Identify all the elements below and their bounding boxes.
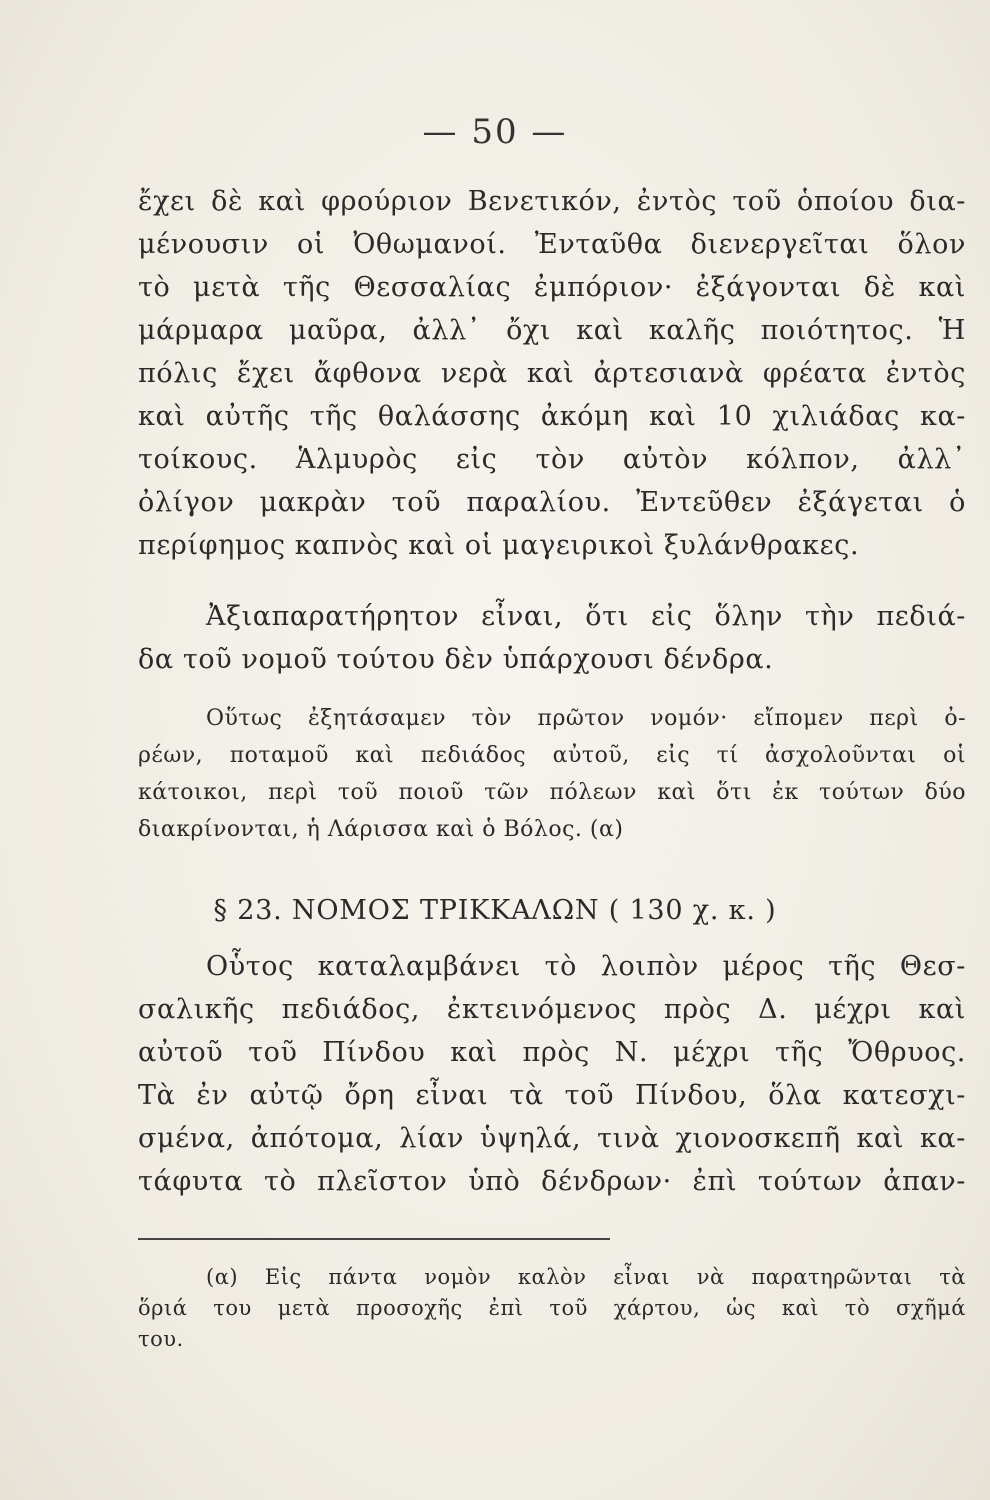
text-line: ὀλίγον μακρὰν τοῦ παραλίου. Ἐντεῦθεν ἐξάγεται ὁ: [138, 487, 966, 518]
text-line: πόλις ἔχει ἄφθονα νερὰ καὶ ἀρτεσιανὰ φρέατα ἐντὸς: [138, 358, 966, 389]
paragraph-3: [138, 945, 966, 1203]
text-line: τοίκους. Ἁλμυρὸς εἰς τὸν αὐτὸν κόλπον, ἀλλ᾽: [138, 444, 966, 475]
text-line: τάφυτα τὸ πλεῖστον ὑπὸ δένδρων· ἐπὶ τούτων ἀπαν-: [138, 1166, 966, 1197]
summary-paragraph: [138, 700, 966, 848]
text-line: μένουσιν οἱ Ὀθωμανοί. Ἐνταῦθα διενεργεῖται ὅλον: [138, 229, 966, 260]
text-line: τὸ μετὰ τῆς Θεσσαλίας ἐμπόριον· ἐξάγονται δὲ καὶ: [138, 272, 966, 303]
section-heading: § 23. ΝΟΜΟΣ ΤΡΙΚΚΑΛΩΝ ( 130 χ. κ. ): [213, 895, 777, 926]
text-line: σαλικῆς πεδιάδος, ἐκτεινόμενος πρὸς Δ. μέχρι καὶ: [138, 994, 966, 1025]
text-line: Οὕτως ἐξητάσαμεν τὸν πρῶτον νομόν· εἴπομεν περὶ ὀ-: [206, 706, 966, 731]
text-line: Τὰ ἐν αὐτῷ ὄρη εἶναι τὰ τοῦ Πίνδου, ὅλα κατεσχι-: [138, 1080, 966, 1111]
text-line: ρέων, ποταμοῦ καὶ πεδιάδος αὐτοῦ, εἰς τί ἀσχολοῦνται οἱ: [138, 743, 966, 768]
text-line: σμένα, ἀπότομα, λίαν ὑψηλά, τινὰ χιονοσκεπῆ καὶ κα-: [138, 1123, 966, 1154]
text-line: καὶ αὐτῆς τῆς θαλάσσης ἀκόμη καὶ 10 χιλιάδας κα-: [138, 401, 966, 432]
footnote-line: του.: [138, 1327, 184, 1351]
footnote-line: (α) Εἰς πάντα νομὸν καλὸν εἶναι νὰ παρατηρῶνται τὰ: [206, 1265, 966, 1289]
text-line: αὐτοῦ τοῦ Πίνδου καὶ πρὸς Ν. μέχρι τῆς Ὄθρυος.: [138, 1037, 966, 1068]
text-line: δα τοῦ νομοῦ τούτου δὲν ὑπάρχουσι δένδρα.: [138, 644, 774, 675]
text-line: περίφημος καπνὸς καὶ οἱ μαγειρικοὶ ξυλάνθρακες.: [138, 530, 860, 561]
text-line: μάρμαρα μαῦρα, ἀλλ᾽ ὄχι καὶ καλῆς ποιότητος. Ἡ: [138, 315, 966, 346]
text-line: κάτοικοι, περὶ τοῦ ποιοῦ τῶν πόλεων καὶ ὅτι ἐκ τούτων δύο: [138, 780, 966, 805]
footnote-divider: [138, 1238, 610, 1240]
paragraph-2: [138, 595, 966, 681]
text-line: διακρίνονται, ἡ Λάρισσα καὶ ὁ Βόλος. (α): [138, 817, 624, 842]
footnote-line: ὅριά του μετὰ προσοχῆς ἐπὶ τοῦ χάρτου, ὡς καὶ τὸ σχῆμά: [138, 1296, 966, 1320]
text-line: Ἀξιαπαρατήρητον εἶναι, ὅτι εἰς ὅλην τὴν πεδιά-: [206, 601, 966, 632]
text-line: ἔχει δὲ καὶ φρούριον Βενετικόν, ἐντὸς τοῦ ὁποίου δια-: [138, 186, 966, 217]
paragraph-1: [138, 180, 966, 567]
page-number: — 50 —: [422, 112, 568, 152]
footnote: [138, 1262, 966, 1355]
text-line: Οὗτος καταλαμβάνει τὸ λοιπὸν μέρος τῆς Θεσ-: [206, 951, 966, 982]
